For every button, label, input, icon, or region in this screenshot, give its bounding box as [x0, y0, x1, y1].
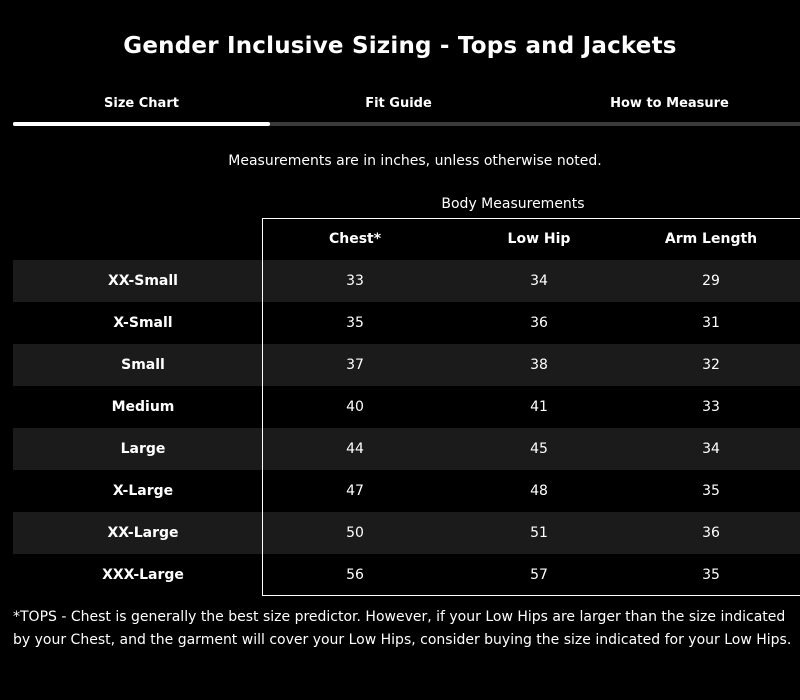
table-row [13, 554, 800, 596]
low-hip-value: 36 [530, 315, 548, 331]
table-row [13, 386, 800, 428]
low-hip-value: 48 [530, 483, 548, 499]
arm-length-value: 31 [702, 315, 720, 331]
chest-value: 40 [346, 399, 364, 415]
arm-length-value: 33 [702, 399, 720, 415]
chest-value: 35 [346, 315, 364, 331]
size-label: XX-Large [107, 525, 179, 541]
tab-size-chart[interactable]: Size Chart [104, 96, 179, 111]
low-hip-value: 41 [530, 399, 548, 415]
size-label: X-Small [113, 315, 173, 331]
size-label: X-Large [112, 483, 174, 499]
tab-how-to-measure[interactable]: How to Measure [610, 96, 729, 111]
tab-bar [13, 96, 800, 128]
body-measurements-header: Body Measurements [441, 196, 585, 212]
size-label: Medium [111, 399, 175, 415]
chest-value: 47 [346, 483, 364, 499]
arm-length-value: 34 [702, 441, 720, 457]
chest-value: 37 [346, 357, 364, 373]
table-row [13, 302, 800, 344]
low-hip-value: 34 [530, 273, 548, 289]
tab-fit-guide[interactable]: Fit Guide [365, 96, 432, 111]
low-hip-value: 57 [530, 567, 548, 583]
size-label: Large [120, 441, 166, 457]
size-table-body [13, 260, 800, 596]
low-hip-value: 45 [530, 441, 548, 457]
size-label: Small [121, 357, 165, 373]
active-tab-indicator [13, 122, 270, 126]
table-row [13, 260, 800, 302]
size-label: XX-Small [108, 273, 178, 289]
table-row [13, 470, 800, 512]
chest-value: 56 [346, 567, 364, 583]
low-hip-value: 38 [530, 357, 548, 373]
arm-length-value: 29 [702, 273, 720, 289]
units-note: Measurements are in inches, unless otherwise noted. [228, 153, 602, 169]
low-hip-value: 51 [530, 525, 548, 541]
column-header-chest: Chest* [328, 231, 382, 247]
arm-length-value: 32 [702, 357, 720, 373]
table-row [13, 512, 800, 554]
chest-value: 33 [346, 273, 364, 289]
table-row [13, 344, 800, 386]
size-label: XXX-Large [102, 567, 184, 583]
table-row [13, 428, 800, 470]
column-header-arm-length: Arm Length [664, 231, 758, 247]
chest-footnote: *TOPS - Chest is generally the best size predictor. However, if your Low Hips are larger than the size indicated by your Chest, and the garment will cover your Low Hips, consider buying the size indicated for your Low Hips. [13, 609, 792, 648]
column-header-low-hip: Low Hip [507, 231, 571, 247]
chest-value: 50 [346, 525, 364, 541]
arm-length-value: 36 [702, 525, 720, 541]
chest-value: 44 [346, 441, 364, 457]
page-title: Gender Inclusive Sizing - Tops and Jackets [123, 33, 677, 59]
arm-length-value: 35 [702, 483, 720, 499]
arm-length-value: 35 [702, 567, 720, 583]
